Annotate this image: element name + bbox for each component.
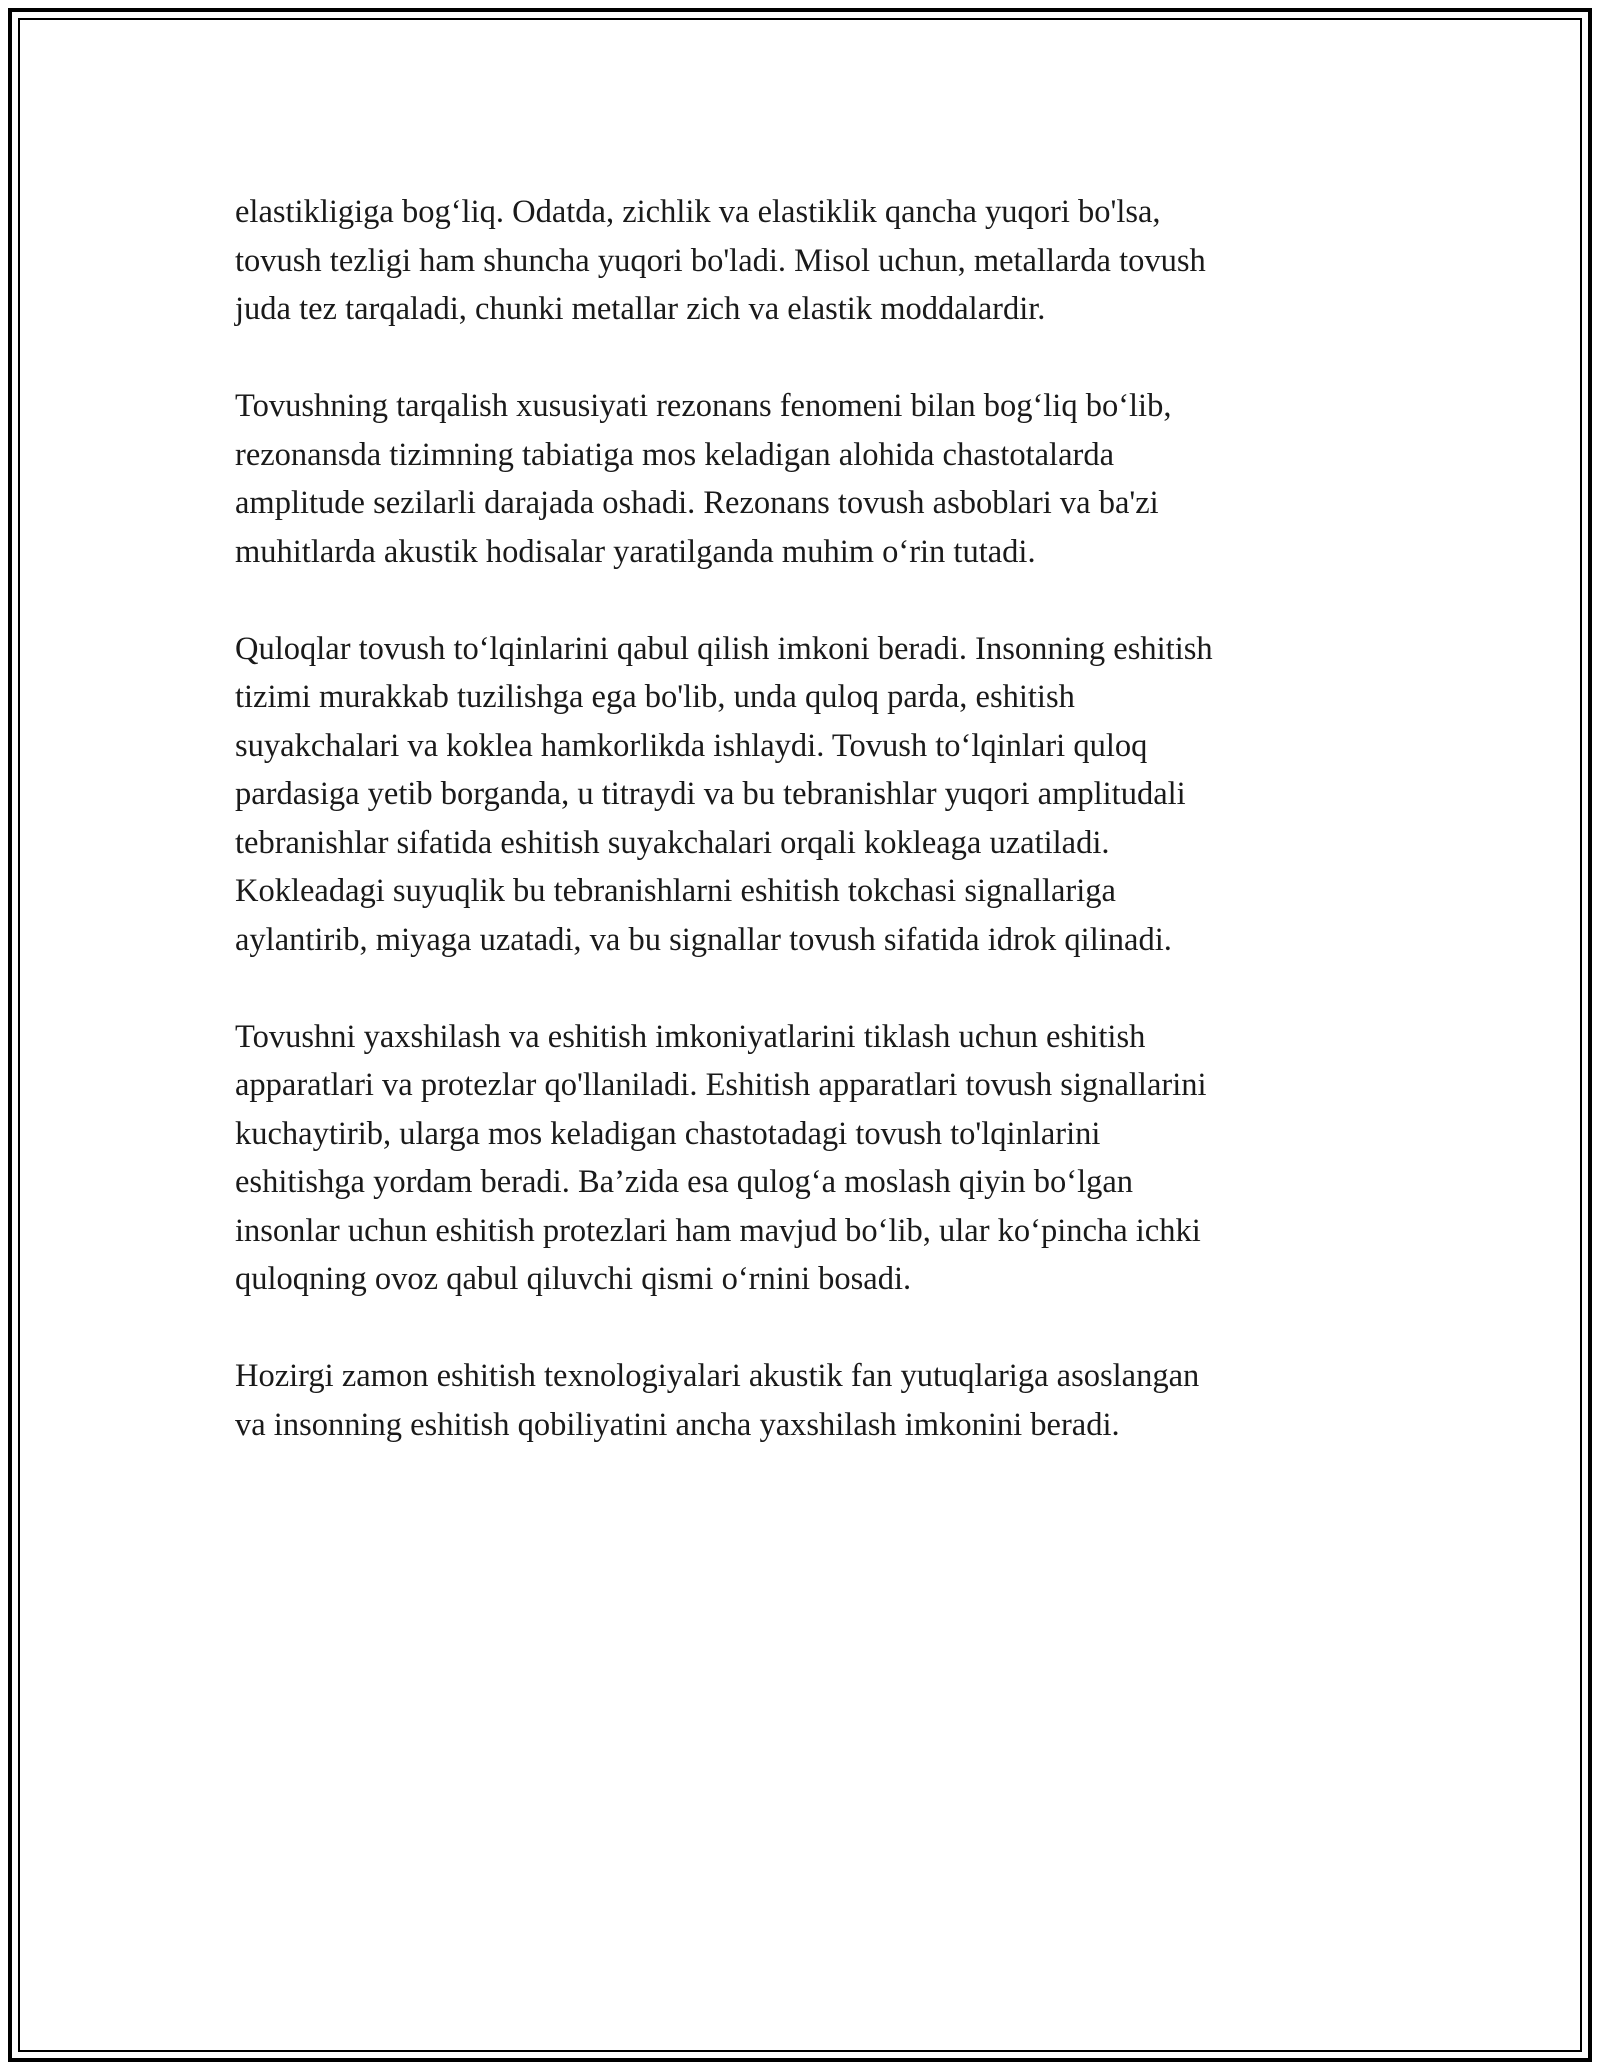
paragraph-density-elasticity: elastikligiga bog‘liq. Odatda, zichlik va elastiklik qancha yuqori bo'lsa, tovush tezligi ham shuncha yuqori bo'ladi. Misol uchun, metallarda tovush juda tez tarqaladi, chunki metallar zich va elastik moddalardir. — [235, 194, 1206, 327]
paragraph-hearing-aids: Tovushni yaxshilash va eshitish imkoniyatlarini tiklash uchun eshitish apparatlari va protezlar qo'llaniladi. Eshitish apparatlari tovush signallarini kuchaytirib, ularga mos keladigan chastotadagi tovush to'lqinlarini eshitishga yordam beradi. Ba’zida esa qulog‘a moslash qiyin bo‘lgan insonlar uchun eshitish protezlari ham mavjud bo‘lib, ular ko‘pincha ichki quloqning ovoz qabul qiluvchi qismi o‘rnini bosadi. — [235, 1018, 1207, 1297]
paragraph-resonance: Tovushning tarqalish xususiyati rezonans fenomeni bilan bog‘liq bo‘lib, rezonansda tizimning tabiatiga mos keladigan alohida chastotalarda amplitude sezilarli darajada oshadi. Rezonans tovush asboblari va ba'zi muhitlarda akustik hodisalar yaratilganda muhim o‘rin tutadi. — [235, 388, 1172, 570]
paragraph-modern-technology: Hozirgi zamon eshitish texnologiyalari akustik fan yutuqlariga asoslangan va insonning eshitish qobiliyatini ancha yaxshilash imkonini beradi. — [235, 1358, 1200, 1443]
document-body — [235, 188, 1355, 1498]
paragraph-hearing-system: Quloqlar tovush to‘lqinlarini qabul qilish imkoni beradi. Insonning eshitish tizimi murakkab tuzilishga ega bo'lib, unda quloq parda, eshitish suyakchalari va koklea hamkorlikda ishlaydi. Tovush to‘lqinlari quloq pardasiga yetib borganda, u titraydi va bu tebranishlar yuqori amplitudali tebranishlar sifatida eshitish suyakchalari orqali kokleaga uzatiladi. Kokleadagi suyuqlik bu tebranishlarni eshitish tokchasi signallariga aylantirib, miyaga uzatadi, va bu signallar tovush sifatida idrok qilinadi. — [235, 630, 1213, 958]
